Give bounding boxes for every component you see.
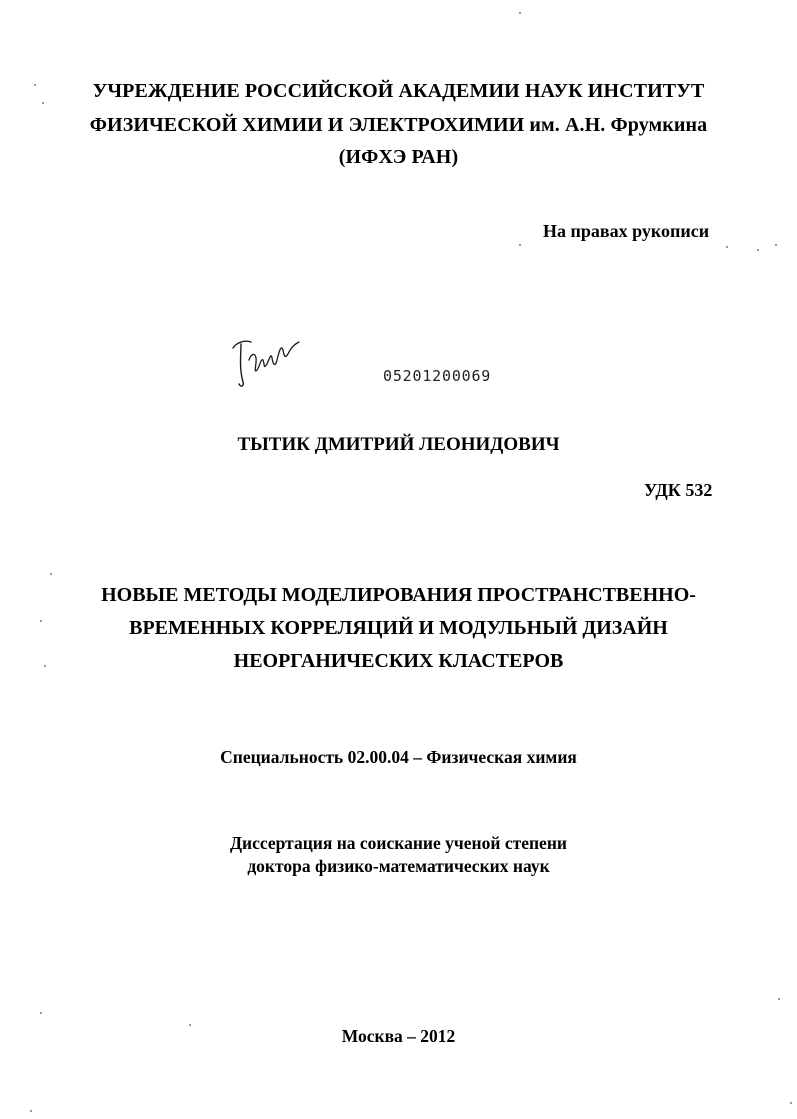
registry-number: 05201200069 [383, 367, 492, 385]
scan-speck [757, 249, 759, 251]
scan-speck [519, 12, 521, 14]
scan-speck [42, 102, 44, 104]
institution-line-2: ФИЗИЧЕСКОЙ ХИМИИ И ЭЛЕКТРОХИМИИ им. А.Н. Фрумкина [89, 114, 708, 136]
scan-speck [726, 246, 728, 248]
udc-code: УДК 532 [644, 480, 713, 500]
scan-speck [189, 1024, 191, 1026]
specialty: Специальность 02.00.04 – Физическая химия [220, 747, 577, 767]
scan-speck [30, 1110, 32, 1112]
title-line-3: НЕОРГАНИЧЕСКИХ КЛАСТЕРОВ [233, 650, 564, 672]
scan-speck [778, 998, 780, 1000]
scan-speck [34, 84, 36, 86]
institution-line-1: УЧРЕЖДЕНИЕ РОССИЙСКОЙ АКАДЕМИИ НАУК ИНСТИТУТ [92, 80, 705, 102]
scan-speck [40, 620, 42, 622]
author-name: ТЫТИК ДМИТРИЙ ЛЕОНИДОВИЧ [237, 434, 560, 455]
degree-line-1: Диссертация на соискание ученой степени [230, 833, 567, 853]
scan-speck [44, 665, 46, 667]
title-line-1: НОВЫЕ МЕТОДЫ МОДЕЛИРОВАНИЯ ПРОСТРАНСТВЕННО- [101, 584, 696, 606]
place-year: Москва – 2012 [341, 1026, 456, 1046]
scan-speck [775, 244, 777, 246]
rights-note: На правах рукописи [543, 221, 710, 241]
title-line-2: ВРЕМЕННЫХ КОРРЕЛЯЦИЙ И МОДУЛЬНЫЙ ДИЗАЙН [129, 617, 668, 639]
degree-line-2: доктора физико-математических наук [247, 856, 550, 876]
scan-speck [50, 573, 52, 575]
institution-line-3: (ИФХЭ РАН) [338, 146, 459, 168]
scan-speck [40, 1012, 42, 1014]
handwritten-signature-icon [225, 330, 305, 392]
scan-speck [790, 1102, 792, 1104]
scan-speck [519, 244, 521, 246]
